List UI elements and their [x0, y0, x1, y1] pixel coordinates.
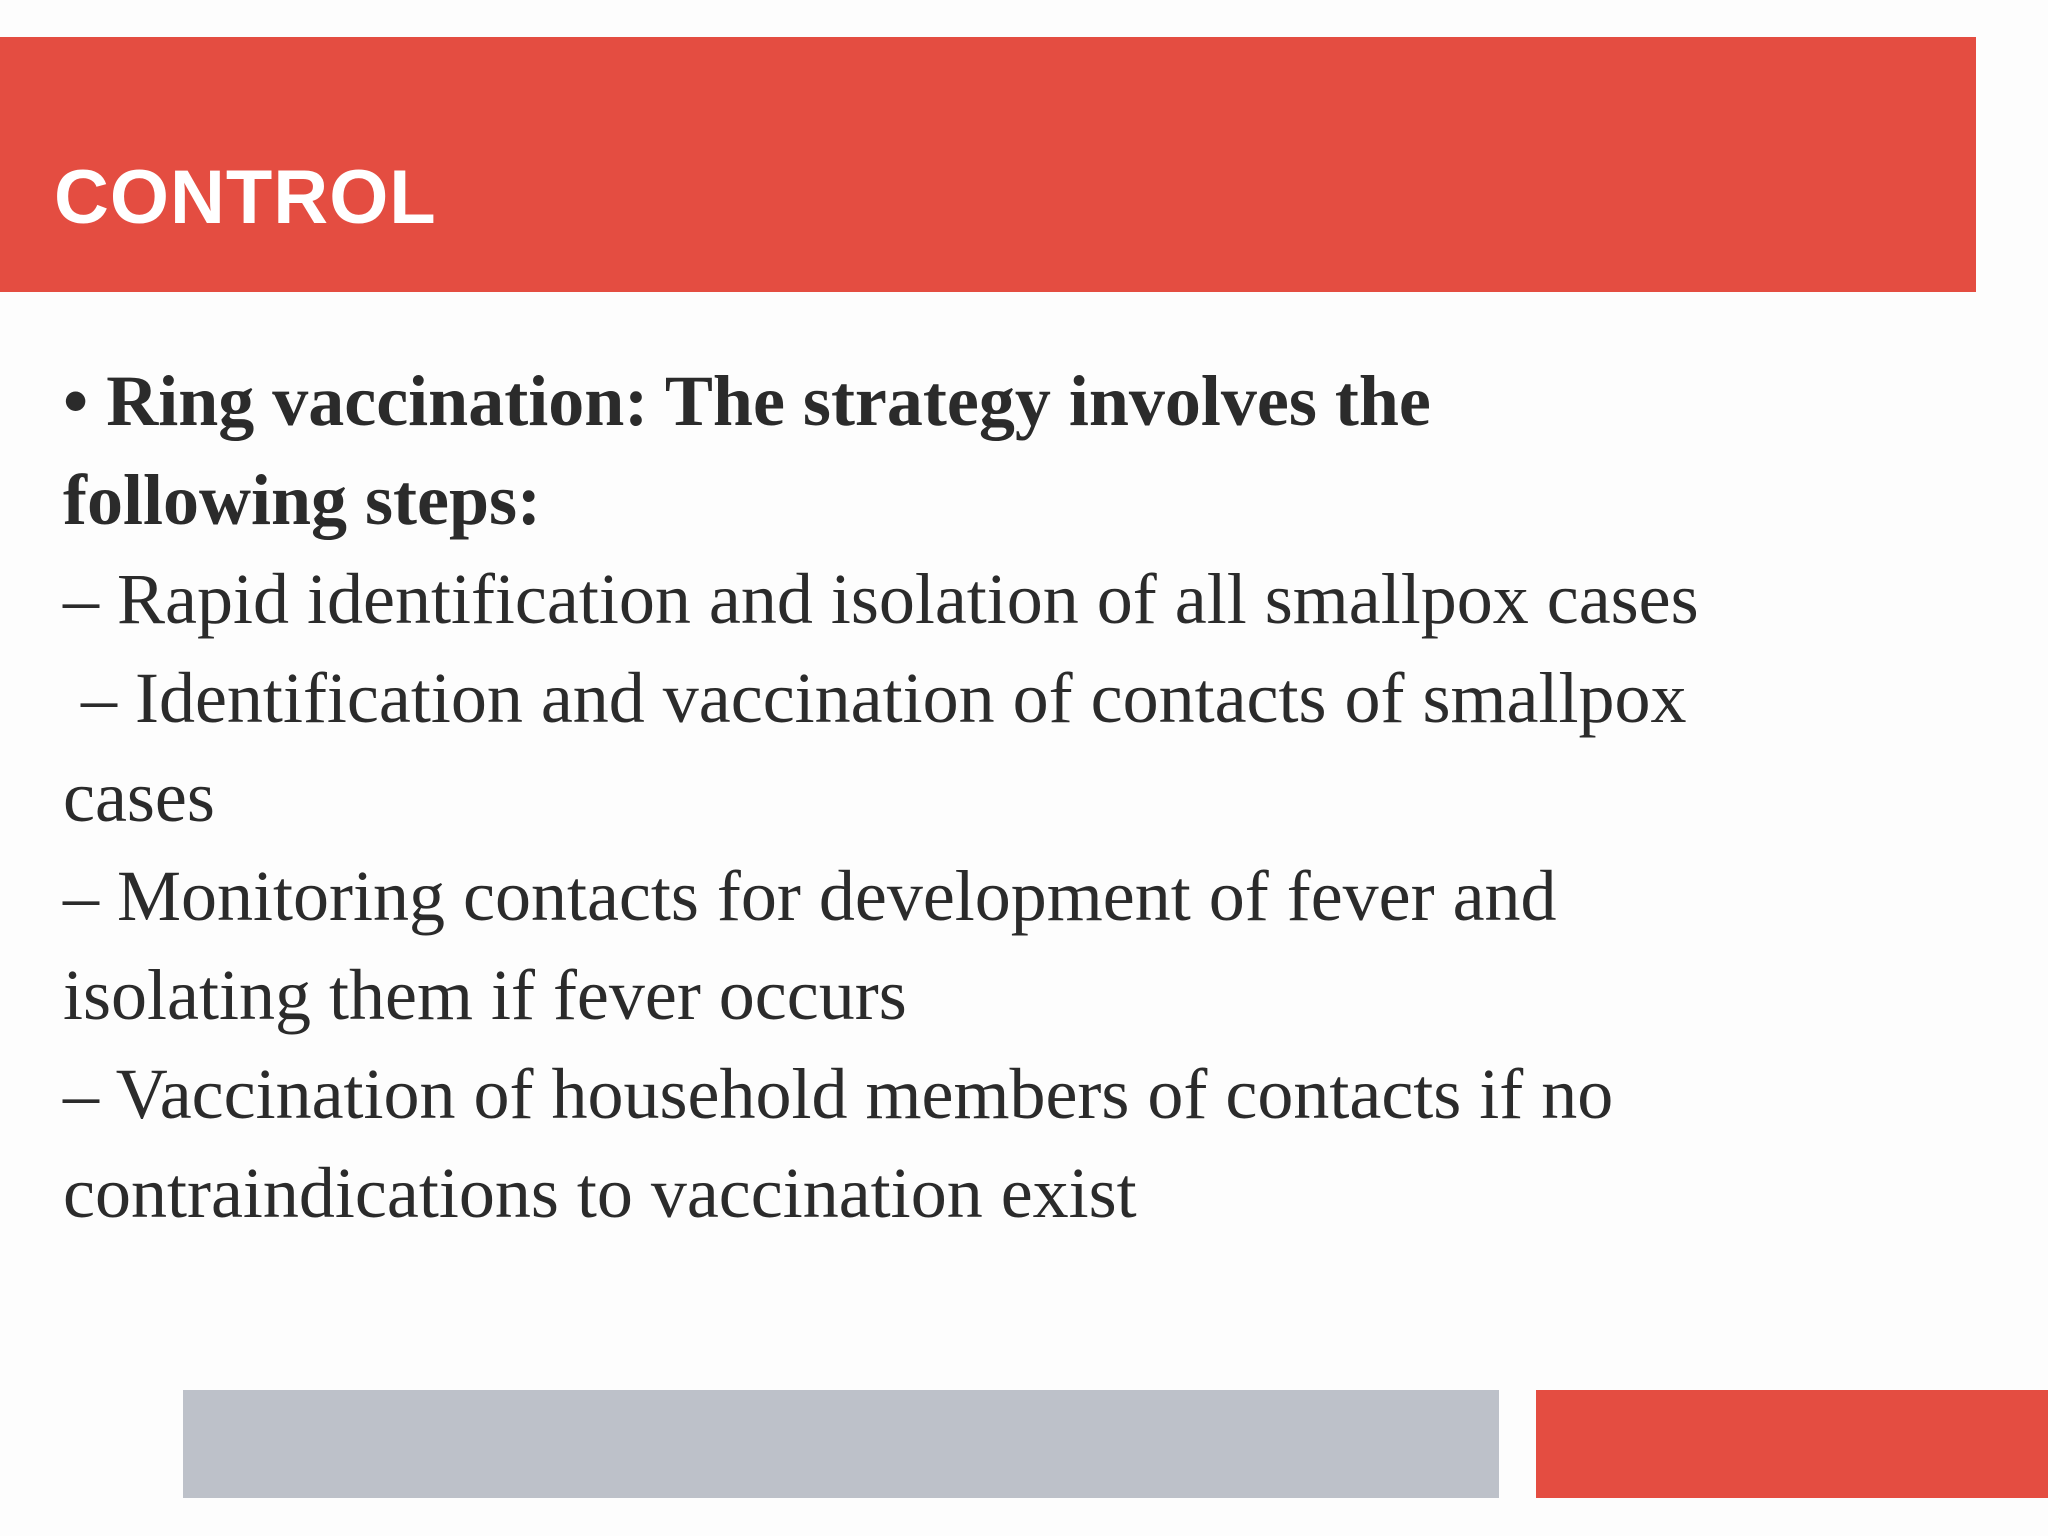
step-household-vaccination-line-2: contraindications to vaccination exist	[63, 1153, 1137, 1233]
slide-title: CONTROL	[54, 155, 437, 240]
step-identification-vaccination-line-1: – Identification and vaccination of contacts of smallpox	[81, 658, 1687, 738]
step-monitoring-line-2: isolating them if fever occurs	[63, 955, 907, 1035]
bullet-heading-line-1: • Ring vaccination: The strategy involves the	[63, 361, 1431, 441]
footer-red-bar	[1536, 1390, 2048, 1498]
step-monitoring-line-1: – Monitoring contacts for development of fever and	[63, 856, 1557, 936]
step-household-vaccination-line-1: – Vaccination of household members of contacts if no	[63, 1054, 1614, 1134]
bullet-heading-line-2: following steps:	[63, 460, 542, 540]
step-rapid-identification: – Rapid identification and isolation of all smallpox cases	[63, 559, 1699, 639]
slide-body	[63, 352, 1993, 1243]
footer-gray-bar	[183, 1390, 1499, 1498]
step-identification-vaccination-line-2: cases	[63, 757, 215, 837]
